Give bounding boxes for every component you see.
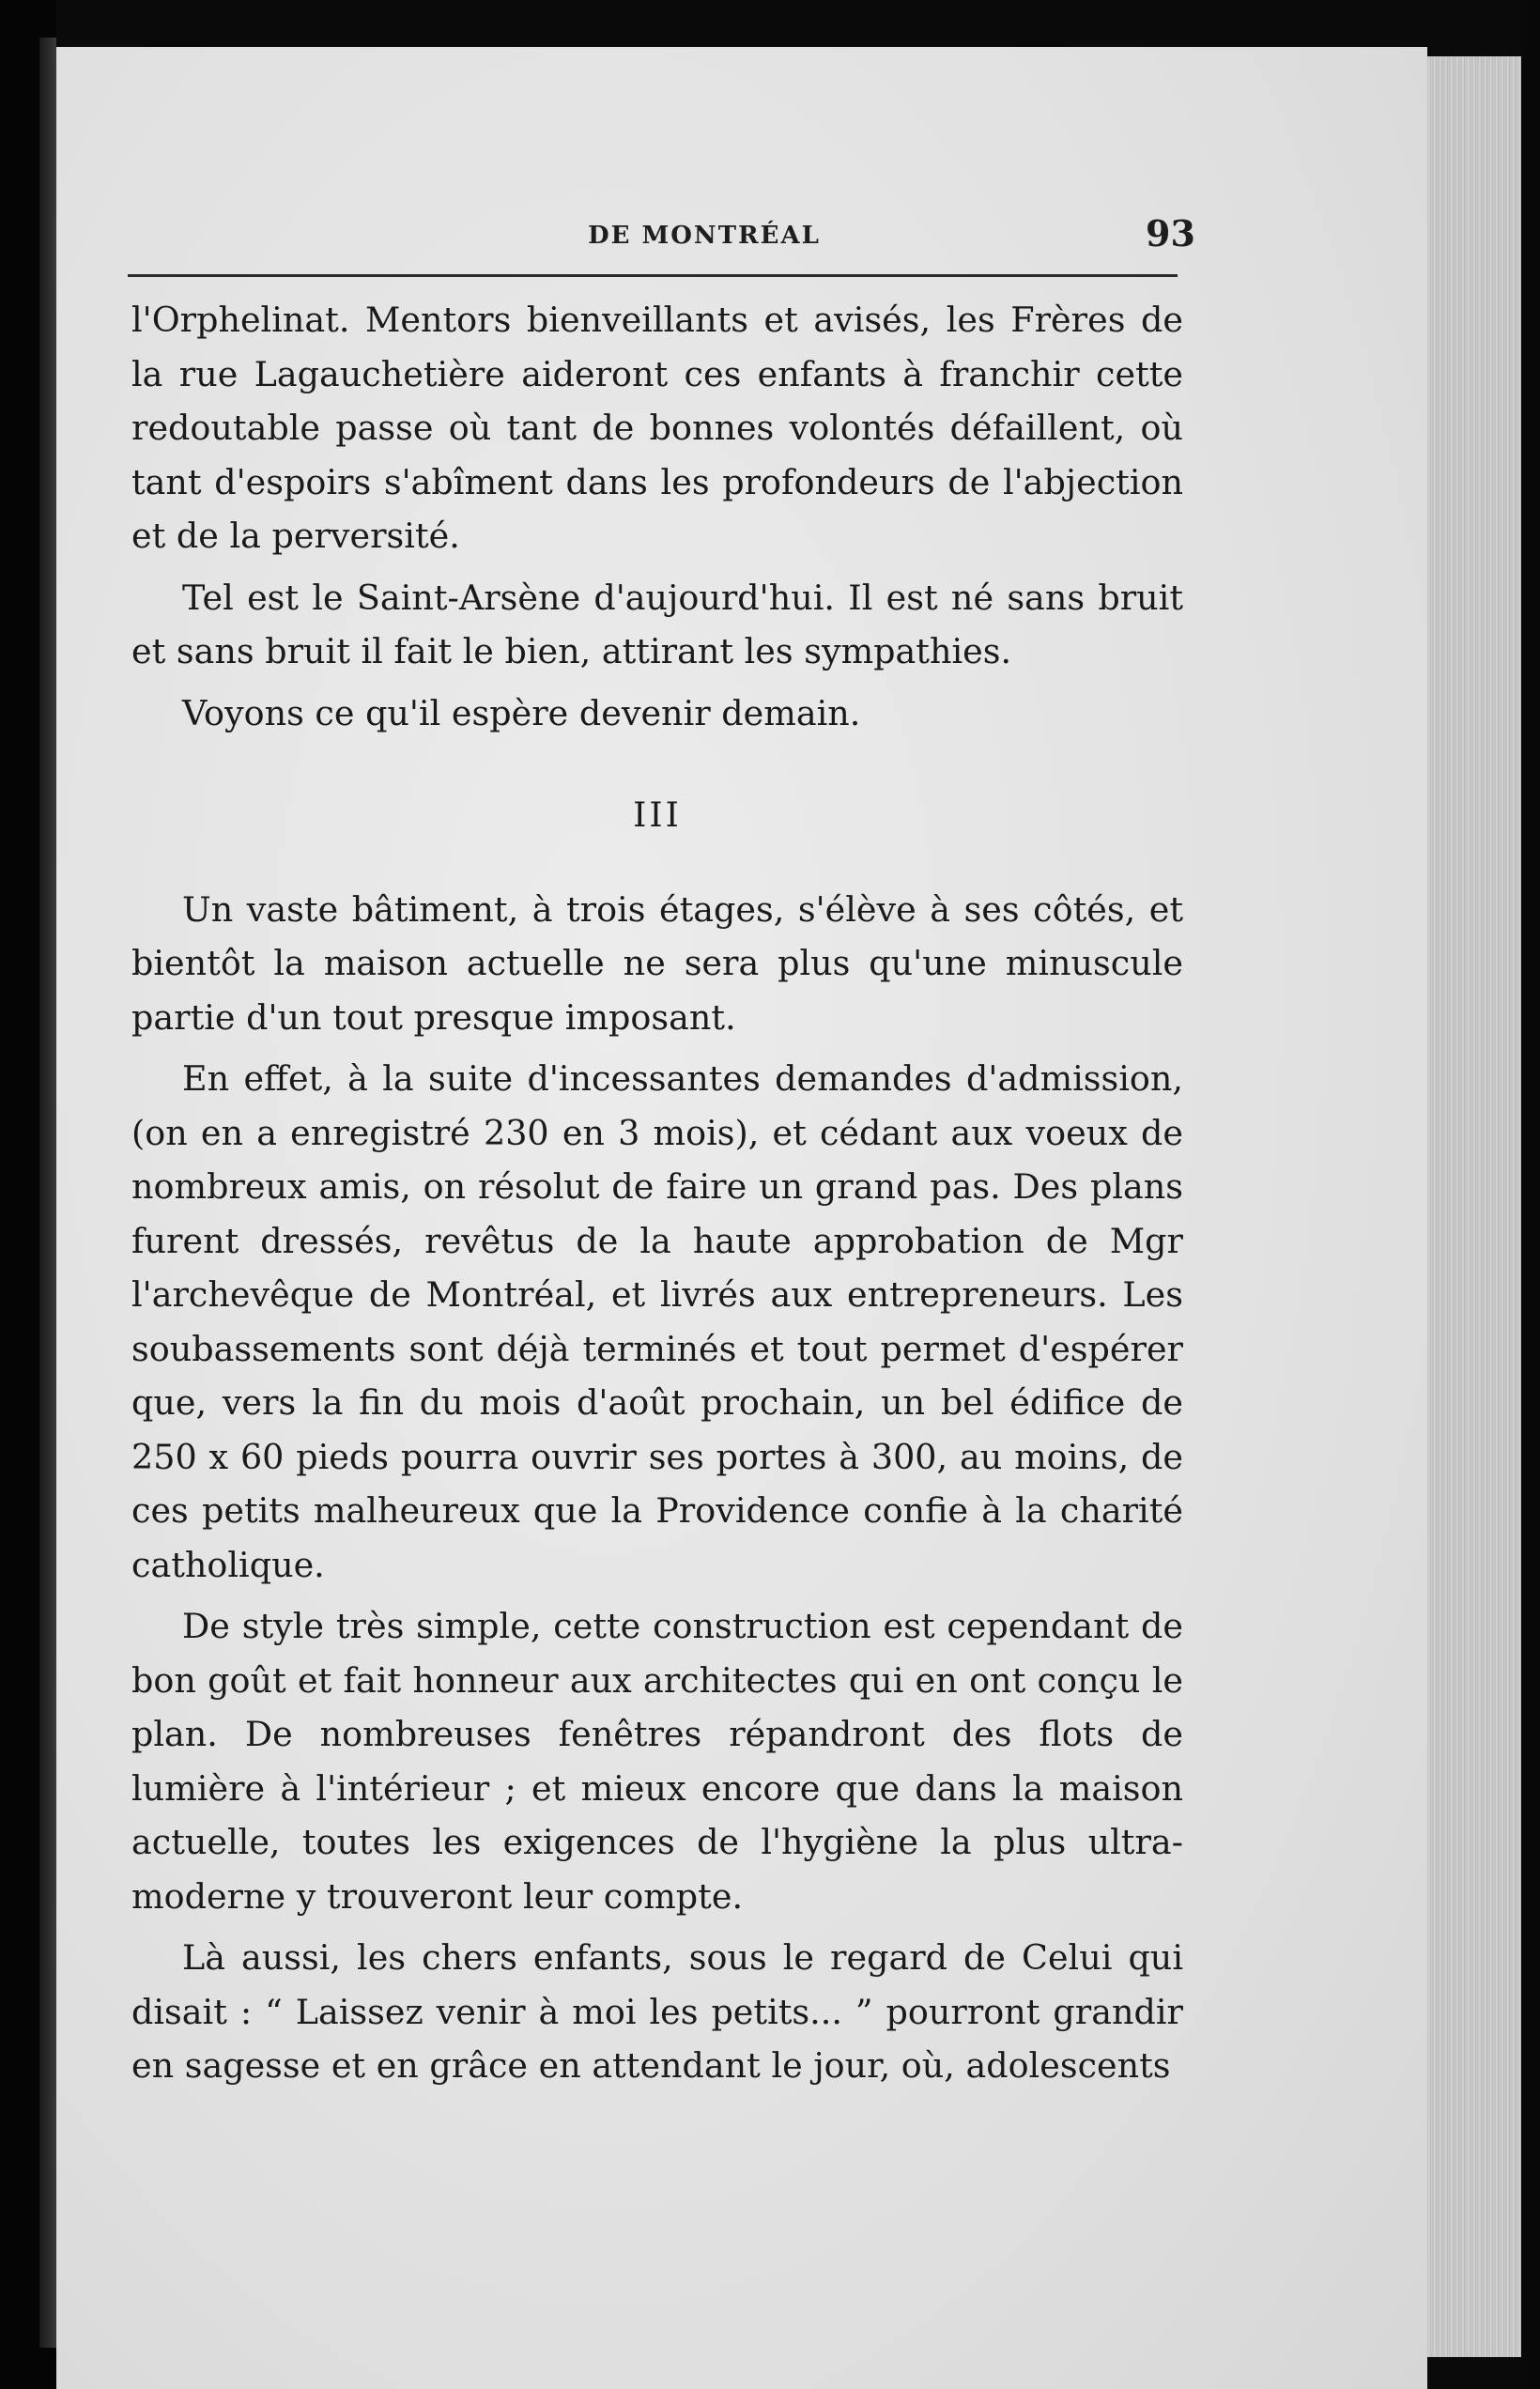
header-rule [128, 274, 1178, 277]
paragraph: En effet, à la suite d'incessantes demandes d'admission, (on en a enregistré 230 en 3 mois), et cédant aux voeux de nombreux amis, on résolut de faire un grand pas. Des plans furent dressés, revêtus de la haute approbation de Mgr l'archevêque de Montréal, et livrés aux entrepreneurs. Les soubassements sont déjà terminés et tout permet d'espérer que, vers la fin du mois d'août prochain, un bel édifice de 250 x 60 pieds pourra ouvrir ses portes à 300, au moins, de ces petits malheureux que la Providence confie à la charité catholique. [131, 1058, 1183, 1585]
paragraph: Voyons ce qu'il espère devenir demain. [182, 692, 861, 733]
book-binding-edge [0, 0, 56, 2389]
body-text [131, 293, 1183, 2093]
paragraph: Là aussi, les chers enfants, sous le regard de Celui qui disait : “ Laissez venir à moi les petits... ” pourront grandir en sagesse et en grâce en attendant le jour, où, adolescents [131, 1937, 1183, 2086]
page-number: 93 [1146, 212, 1195, 254]
paragraph: l'Orphelinat. Mentors bienveillants et avisés, les Frères de la rue Lagauchetière aideront ces enfants à franchir cette redoutable passe où tant de bonnes volontés défaillent, où tant d'espoirs s'abîment dans les profondeurs de l'abjection et de la perversité. [131, 300, 1183, 556]
paragraph: De style très simple, cette construction est cependant de bon goût et fait honneur aux architectes qui en ont conçu le plan. De nombreuses fenêtres répandront des flots de lumière à l'intérieur ; et mieux encore que dans la maison actuelle, toutes les exigences de l'hygiène la plus ultra-moderne y trouveront leur compte. [131, 1606, 1183, 1917]
running-head: DE MONTRÉAL [588, 222, 821, 250]
section-title: III [633, 796, 682, 835]
paragraph: Un vaste bâtiment, à trois étages, s'élève à ses côtés, et bientôt la maison actuelle ne sera plus qu'une minuscule partie d'un tout presque imposant. [131, 888, 1183, 1038]
paragraph: Tel est le Saint-Arsène d'aujourd'hui. Il est né sans bruit et sans bruit il fait le bien, attirant les sympathies. [131, 577, 1183, 671]
book-page [56, 47, 1427, 2389]
right-background [1521, 0, 1540, 2389]
